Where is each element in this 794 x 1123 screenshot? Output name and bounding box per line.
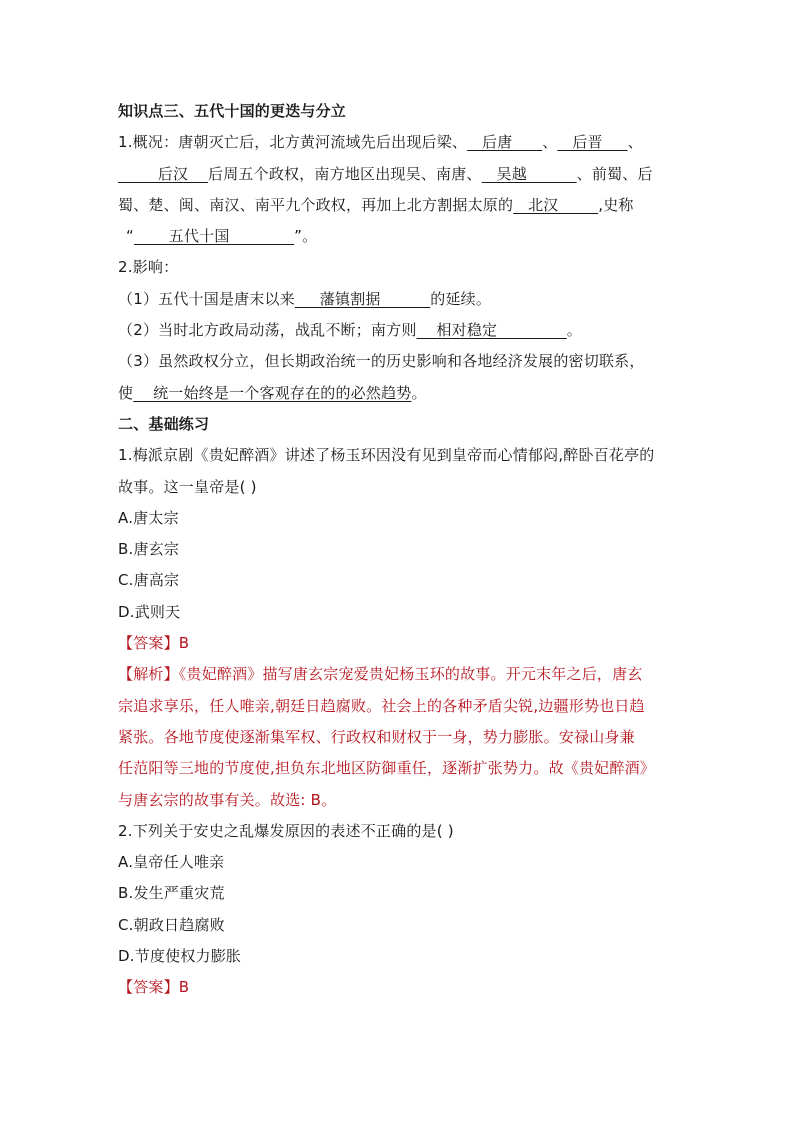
text: 蜀、楚、闽、南汉、南平九个政权，再加上北方割据太原的 bbox=[118, 195, 514, 214]
text: 。 bbox=[411, 383, 427, 402]
text: （1）五代十国是唐末以来 bbox=[118, 289, 295, 308]
text: 后周五个政权，南方地区出现吴、南唐、 bbox=[208, 164, 482, 183]
question-1-analysis-line: 与唐玄宗的故事有关。故选: B。 bbox=[118, 790, 337, 809]
impact-item-2 bbox=[118, 315, 678, 346]
blank-answer: 后汉 bbox=[118, 164, 209, 183]
text: （2）当时北方政局动荡，战乱不断；南方则 bbox=[118, 321, 417, 340]
blank-answer: 吴越 bbox=[481, 164, 577, 183]
text: 、 bbox=[627, 133, 643, 152]
overview-line-3 bbox=[118, 190, 678, 221]
text: 使 bbox=[118, 383, 134, 402]
impact-label: 2.影响： bbox=[118, 258, 179, 277]
overview-line-1 bbox=[118, 127, 678, 158]
text: ”。 bbox=[294, 227, 318, 246]
text: 。 bbox=[566, 321, 582, 340]
text: 的延续。 bbox=[430, 289, 492, 308]
impact-item-1 bbox=[118, 284, 678, 315]
document-page bbox=[118, 96, 678, 1004]
question-1-option-b: B.唐玄宗 bbox=[118, 540, 180, 559]
question-1-option-d: D.武则天 bbox=[118, 602, 181, 621]
question-2-option-b: B.发生严重灾荒 bbox=[118, 884, 225, 903]
question-1-analysis-line: 任范阳等三地的节度使,担负东北地区防御重任，逐渐扩张势力。故《贵妃醉酒》 bbox=[118, 759, 655, 778]
question-2-option-d: D.节度使权力膨胀 bbox=[118, 947, 242, 966]
question-1-option-c: C.唐高宗 bbox=[118, 571, 180, 590]
question-1-option-a: A.唐太宗 bbox=[118, 508, 179, 527]
question-1-analysis-line: 宗追求享乐，任人唯亲,朝廷日趋腐败。社会上的各种矛盾尖锐,边疆形势也日趋 bbox=[118, 696, 645, 715]
impact-item-3-cont bbox=[118, 378, 678, 409]
question-1-answer: 【答案】B bbox=[118, 634, 190, 653]
blank-answer: 统一始终是一个客观存在的的必然趋势 bbox=[133, 383, 412, 402]
blank-answer: 五代十国 bbox=[133, 227, 295, 246]
overview-line-4 bbox=[118, 221, 678, 252]
blank-answer: 后晋 bbox=[557, 133, 628, 152]
question-1-analysis-line: 【解析】《贵妃醉酒》描写唐玄宗宠爱贵妃杨玉环的故事。开元末年之后，唐玄 bbox=[118, 665, 643, 684]
blank-answer: 藩镇割据 bbox=[294, 289, 431, 308]
blank-answer: 后唐 bbox=[467, 133, 543, 152]
question-2-stem: 2.下列关于安史之乱爆发原因的表述不正确的是( ) bbox=[118, 821, 454, 840]
question-2-option-a: A.皇帝任人唯亲 bbox=[118, 853, 225, 872]
impact-item-3: （3）虽然政权分立，但长期政治统一的历史影响和各地经济发展的密切联系， bbox=[118, 352, 645, 371]
blank-answer: 相对稳定 bbox=[416, 321, 567, 340]
question-2-option-c: C.朝政日趋腐败 bbox=[118, 915, 225, 934]
section3-title: 知识点三、五代十国的更迭与分立 bbox=[118, 102, 347, 120]
text: 、 bbox=[542, 133, 558, 152]
section2-title: 二、基础练习 bbox=[118, 414, 210, 433]
blank-answer: 北汉 bbox=[513, 195, 599, 214]
text: 1.概况：唐朝灭亡后，北方黄河流域先后出现后梁、 bbox=[118, 133, 468, 152]
text: “ bbox=[126, 227, 134, 246]
question-1-stem: 1.梅派京剧《贵妃醉酒》讲述了杨玉环因没有见到皇帝而心情郁闷,醉卧百花亭的 bbox=[118, 446, 655, 465]
question-1-stem-cont: 故事。这一皇帝是( ) bbox=[118, 477, 257, 496]
question-2-answer: 【答案】B bbox=[118, 978, 190, 997]
overview-line-2 bbox=[118, 159, 678, 190]
text: 、前蜀、后 bbox=[576, 164, 653, 183]
text: ,史称 bbox=[598, 195, 634, 214]
question-1-analysis-line: 紧张。各地节度使逐渐集军权、行政权和财权于一身，势力膨胀。安禄山身兼 bbox=[118, 727, 635, 746]
